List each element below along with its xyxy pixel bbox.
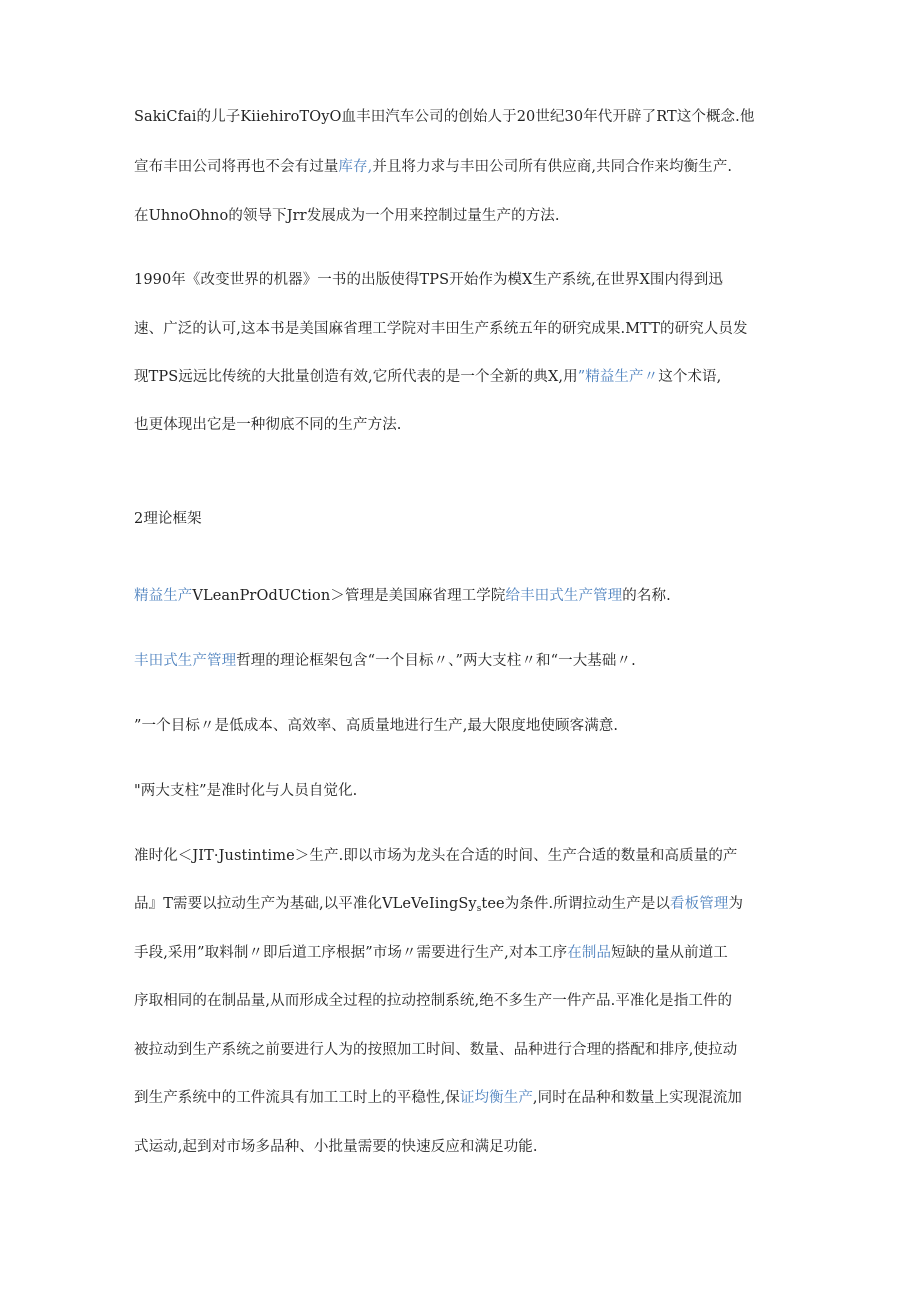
balanced-production-link[interactable]: 证均衡生产 (459, 1090, 533, 1106)
toyota-production-management-link[interactable]: 给丰田式生产管理 (505, 588, 623, 604)
p6-line (134, 781, 357, 801)
p7-line-5-text: 被拉动到生产系统之前要进行人为的按照加工时间、数量、品种进行合理的搭配和排序,使拉动 (134, 1042, 738, 1058)
p7-line-3 (134, 943, 728, 963)
p7-line-3-text-b: 短缺的量从前道工 (611, 945, 728, 961)
p7-line-4 (134, 991, 732, 1011)
p4-line (134, 651, 636, 671)
p1-line-1-text: SakiCfai的儿子KiiehiroTOyO血丰田汽车公司的创始人于20世纪30年代开辟了RT这个概念.他 (134, 109, 755, 125)
p5-text: ”一个目标〃是低成本、高效率、高质量地进行生产,最大限度地使顾客满意. (134, 718, 619, 734)
lean-production-link[interactable]: ”精益生产〃 (577, 369, 659, 385)
p2-line-1 (134, 270, 723, 290)
p2-line-2 (134, 319, 748, 339)
p2-line-3-text-a: 现TPS远远比传统的大批量创造有效,它所代表的是一个全新的典X,用 (134, 369, 578, 385)
lean-production-link-2[interactable]: 精益生产 (134, 588, 193, 604)
p7-line-2-text-b: tee为条件.所谓拉动生产是以 (481, 896, 671, 912)
p7-line-2-text-c: 为 (728, 896, 744, 912)
p3-line (134, 586, 671, 606)
p1-line-2 (134, 157, 732, 177)
p7-line-1 (134, 846, 738, 866)
p1-line-3 (134, 206, 560, 226)
p2-line-4-text: 也更体现出它是一种彻底不同的生产方法. (134, 417, 402, 433)
p7-line-2 (134, 894, 743, 919)
inventory-link[interactable]: 库存, (338, 159, 373, 175)
p3-text-2: 的名称. (622, 588, 671, 604)
p7-line-2-subscript: s (476, 904, 482, 914)
p7-line-4-text: 序取相同的在制品量,从而形成全过程的拉动控制系统,绝不多生产一件产品.平准化是指工件的 (134, 993, 733, 1009)
work-in-progress-link[interactable]: 在制品 (567, 945, 612, 961)
p2-line-3-text-b: 这个术语, (658, 369, 722, 385)
p6-text: "两大支柱”是准时化与人员自觉化. (134, 783, 358, 799)
toyota-production-management-link-2[interactable]: 丰田式生产管理 (134, 653, 237, 669)
p2-line-1-text: 1990年《改变世界的机器》一书的出版使得TPS开始作为模X生产系统,在世界X围内得到迅 (134, 272, 723, 288)
p2-line-4 (134, 415, 402, 435)
p2-line-2-text: 速、广泛的认可,这本书是美国麻省理工学院对丰田生产系统五年的研究成果.MTT的研究人员发 (134, 321, 748, 337)
p1-line-2-text-b: 并且将力求与丰田公司所有供应商,共同合作来均衡生产. (372, 159, 733, 175)
p5-line (134, 716, 618, 736)
p1-line-1 (134, 107, 754, 127)
p4-text: 哲理的理论框架包含“一个目标〃、”两大支柱〃和“一大基础〃. (236, 653, 636, 669)
p7-line-3-text-a: 手段,采用”取料制〃即后道工序根据”市场〃需要进行生产,对本工序 (134, 945, 568, 961)
p2-line-3 (134, 367, 721, 387)
p7-line-1-text: 准时化＜JIT·Justintime＞生产.即以市场为龙头在合适的时间、生产合适的数量和高质量的产 (134, 848, 738, 864)
p7-line-7-text: 式运动,起到对市场多品种、小批量需要的快速反应和满足功能. (134, 1139, 538, 1155)
p1-line-3-text: 在UhnoOhno的领导下Jrr发展成为一个用来控制过量生产的方法. (134, 208, 560, 224)
section-heading (134, 509, 202, 529)
p7-line-6 (134, 1088, 742, 1108)
p3-text-1: VLeanPrOdUCtion＞管理是美国麻省理工学院 (192, 588, 506, 604)
p7-line-5 (134, 1040, 737, 1060)
p7-line-7 (134, 1137, 538, 1157)
p7-line-6-text-b: ,同时在品种和数量上实现混流加 (532, 1090, 743, 1106)
p7-line-2-text-a: 品』T需要以拉动生产为基础,以平准化VLeVeIingSy (134, 896, 477, 912)
p7-line-6-text-a: 到生产系统中的工件流具有加工工时上的平稳性,保 (134, 1090, 460, 1106)
kanban-management-link[interactable]: 看板管理 (670, 896, 729, 912)
section-heading-text: 2理论框架 (134, 511, 202, 527)
p1-line-2-text-a: 宣布丰田公司将再也不会有过量 (134, 159, 339, 175)
